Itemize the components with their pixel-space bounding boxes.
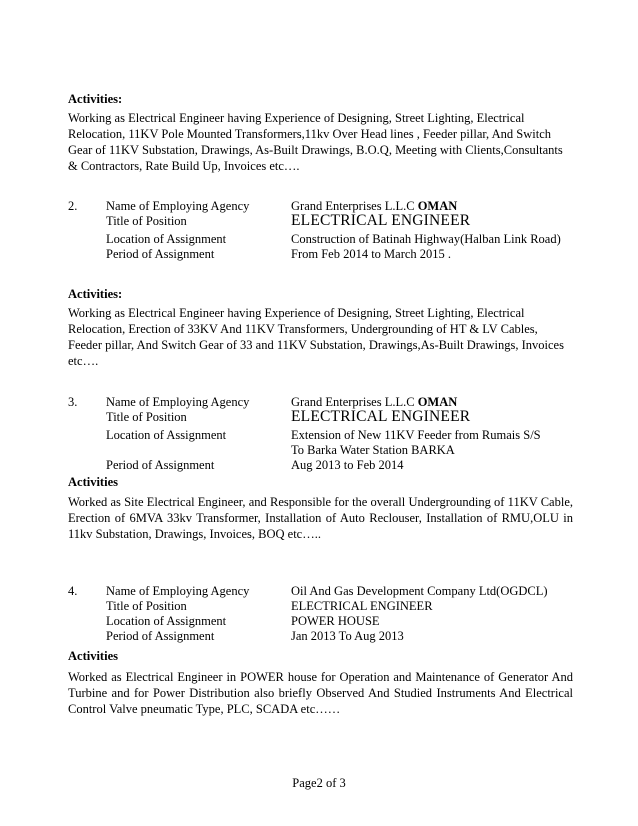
country-name: OMAN <box>417 395 458 409</box>
period-value: Jan 2013 To Aug 2013 <box>291 629 404 643</box>
agency-label: Name of Employing Agency <box>106 395 250 409</box>
employment-entry <box>68 395 573 473</box>
paragraph-line: Working as Electrical Engineer having Experience of Designing, Street Lighting, Electrical <box>68 306 525 320</box>
activities-paragraph: Worked as Site Electrical Engineer, and Responsible for the overall Undergrounding of 11KV Cable, Erection of 6MVA 33kv Transformer, Installation of Auto Reclouser, Installation of RMU,OLU in 11kv Substation, Drawings, Invoices, BOQ etc….. <box>68 495 573 541</box>
position-value: ELECTRICAL ENGINEER <box>291 212 471 229</box>
period-label: Period of Assignment <box>106 247 215 261</box>
page-number: Page2 of 3 <box>292 776 346 790</box>
location-label: Location of Assignment <box>106 232 227 246</box>
activities-heading: Activities: <box>68 287 123 301</box>
period-value: Aug 2013 to Feb 2014 <box>291 458 404 472</box>
activities-heading: Activities: <box>68 92 123 106</box>
location-value: Construction of Batinah Highway(Halban Link Road) <box>291 232 561 246</box>
paragraph-line: Relocation, 11KV Pole Mounted Transformers,11kv Over Head lines , Feeder pillar, And Switch <box>68 127 551 141</box>
paragraph-line: Working as Electrical Engineer having Experience of Designing, Street Lighting, Electrical <box>68 111 525 125</box>
location-label: Location of Assignment <box>106 428 227 442</box>
activities-paragraph: Worked as Electrical Engineer in POWER house for Operation and Maintenance of Generator And Turbine and for Power Distribution also briefly Observed And Studied Instruments And Electrical Control Valve pneumatic Type, PLC, SCADA etc…… <box>68 670 573 716</box>
paragraph-line: Feeder pillar, And Switch Gear of 33 and 11KV Substation, Drawings,As-Built Drawings, Invoices <box>68 338 564 352</box>
position-value: ELECTRICAL ENGINEER <box>291 599 433 613</box>
agency-label: Name of Employing Agency <box>106 584 250 598</box>
paragraph-line: Gear of 11KV Substation, Drawings, As-Built Drawings, B.O.Q, Meeting with Clients,Consultants <box>68 143 563 157</box>
agency-value: Grand Enterprises L.L.C OMAN <box>291 395 458 409</box>
paragraph-line: Relocation, Erection of 33KV And 11KV Transformers, Undergrounding of HT & LV Cables, <box>68 322 538 336</box>
position-label: Title of Position <box>106 214 187 228</box>
agency-value: Oil And Gas Development Company Ltd(OGDCL) <box>291 584 548 598</box>
period-label: Period of Assignment <box>106 629 215 643</box>
paragraph-line: & Contractors, Rate Build Up, Invoices etc…. <box>68 159 300 173</box>
period-label: Period of Assignment <box>106 458 215 472</box>
position-value: ELECTRICAL ENGINEER <box>291 408 471 425</box>
activities-paragraph <box>68 110 573 174</box>
position-label: Title of Position <box>106 599 187 613</box>
agency-label: Name of Employing Agency <box>106 199 250 213</box>
activities-heading: Activities <box>68 475 118 489</box>
position-label: Title of Position <box>106 410 187 424</box>
activities-paragraph <box>68 305 573 369</box>
employment-entry <box>68 199 573 262</box>
entry-number: 2. <box>68 199 78 213</box>
country-name: OMAN <box>417 199 458 213</box>
entry-number: 4. <box>68 584 78 598</box>
location-value-continued: To Barka Water Station BARKA <box>291 443 455 457</box>
activities-heading: Activities <box>68 649 118 663</box>
period-value: From Feb 2014 to March 2015 . <box>291 247 452 261</box>
employment-entry <box>68 584 573 644</box>
location-value: POWER HOUSE <box>291 614 380 628</box>
location-label: Location of Assignment <box>106 614 227 628</box>
paragraph-line: etc…. <box>68 354 99 368</box>
location-value: Extension of New 11KV Feeder from Rumais S/S <box>291 428 541 442</box>
agency-value: Grand Enterprises L.L.C OMAN <box>291 199 458 213</box>
entry-number: 3. <box>68 395 78 409</box>
